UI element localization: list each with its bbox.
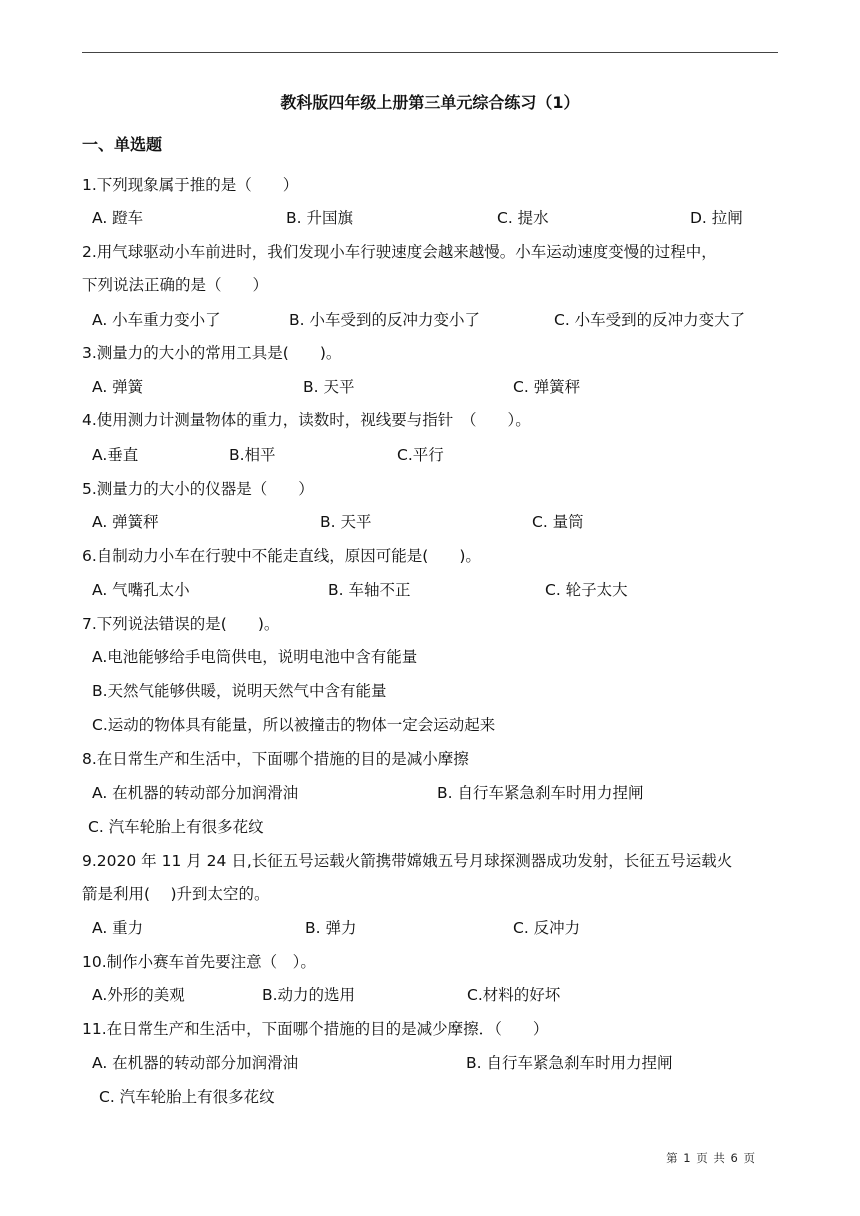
question-8-option-c[interactable]: C. 汽车轮胎上有很多花纹 (88, 818, 264, 836)
question-9-stem-line-2: 箭是利用( )升到太空的。 (82, 885, 270, 903)
question-10-option-b[interactable]: B.动力的选用 (262, 986, 356, 1004)
question-4-option-c[interactable]: C.平行 (397, 446, 444, 464)
question-2-option-b[interactable]: B. 小车受到的反冲力变小了 (289, 311, 480, 329)
question-1-option-c[interactable]: C. 提水 (497, 209, 549, 227)
question-3-option-c[interactable]: C. 弹簧秤 (513, 378, 581, 396)
question-9-option-b[interactable]: B. 弹力 (305, 919, 357, 937)
question-4-stem: 4.使用测力计测量物体的重力，读数时，视线要与指针 （ ）。 (82, 411, 531, 429)
question-7-option-c[interactable]: C.运动的物体具有能量，所以被撞击的物体一定会运动起来 (92, 716, 496, 734)
question-10-stem: 10.制作小赛车首先要注意（ ）。 (82, 953, 316, 971)
question-1-option-d[interactable]: D. 拉闸 (690, 209, 743, 227)
page-footer: 第 1 页 共 6 页 (666, 1151, 756, 1165)
question-4-option-a[interactable]: A.垂直 (92, 446, 139, 464)
question-11-stem: 11.在日常生产和生活中，下面哪个措施的目的是减少摩擦．（ ） (82, 1020, 549, 1038)
question-8-option-b[interactable]: B. 自行车紧急刹车时用力捏闸 (437, 784, 644, 802)
section-heading: 一、单选题 (82, 135, 163, 154)
question-3-stem: 3.测量力的大小的常用工具是( )。 (82, 344, 342, 362)
question-6-stem: 6.自制动力小车在行驶中不能走直线，原因可能是( )。 (82, 547, 481, 565)
question-5-option-b[interactable]: B. 天平 (320, 513, 372, 531)
question-1-stem: 1.下列现象属于推的是（ ） (82, 176, 299, 194)
question-3-option-a[interactable]: A. 弹簧 (92, 378, 144, 396)
header-rule (82, 52, 778, 53)
question-2-stem-line-1: 2.用气球驱动小车前进时，我们发现小车行驶速度会越来越慢。小车运动速度变慢的过程中， (82, 243, 717, 261)
question-5-option-c[interactable]: C. 量筒 (532, 513, 584, 531)
question-2-stem-line-2: 下列说法正确的是（ ） (82, 276, 269, 294)
question-2-option-c[interactable]: C. 小车受到的反冲力变大了 (554, 311, 746, 329)
question-8-stem: 8.在日常生产和生活中，下面哪个措施的目的是减小摩擦 (82, 750, 469, 768)
question-11-option-a[interactable]: A. 在机器的转动部分加润滑油 (92, 1054, 299, 1072)
question-7-option-a[interactable]: A.电池能够给手电筒供电，说明电池中含有能量 (92, 648, 418, 666)
question-8-option-a[interactable]: A. 在机器的转动部分加润滑油 (92, 784, 299, 802)
question-1-option-a[interactable]: A. 蹬车 (92, 209, 144, 227)
document-title: 教科版四年级上册第三单元综合练习（1） (280, 93, 580, 112)
question-7-stem: 7.下列说法错误的是( )。 (82, 615, 280, 633)
question-9-option-c[interactable]: C. 反冲力 (513, 919, 581, 937)
question-5-option-a[interactable]: A. 弹簧秤 (92, 513, 159, 531)
question-6-option-a[interactable]: A. 气嘴孔太小 (92, 581, 190, 599)
question-3-option-b[interactable]: B. 天平 (303, 378, 355, 396)
question-1-option-b[interactable]: B. 升国旗 (286, 209, 353, 227)
question-10-option-c[interactable]: C.材料的好坏 (467, 986, 561, 1004)
question-6-option-b[interactable]: B. 车轴不正 (328, 581, 411, 599)
question-9-stem-line-1: 9.2020 年 11 月 24 日,长征五号运载火箭携带嫦娥五号月球探测器成功发射，长征五号运载火 (82, 852, 733, 870)
question-11-option-b[interactable]: B. 自行车紧急刹车时用力捏闸 (466, 1054, 673, 1072)
question-11-option-c[interactable]: C. 汽车轮胎上有很多花纹 (99, 1088, 275, 1106)
question-10-option-a[interactable]: A.外形的美观 (92, 986, 185, 1004)
question-2-option-a[interactable]: A. 小车重力变小了 (92, 311, 221, 329)
question-7-option-b[interactable]: B.天然气能够供暖，说明天然气中含有能量 (92, 682, 387, 700)
question-6-option-c[interactable]: C. 轮子太大 (545, 581, 628, 599)
question-5-stem: 5.测量力的大小的仪器是（ ） (82, 480, 314, 498)
question-9-option-a[interactable]: A. 重力 (92, 919, 144, 937)
question-4-option-b[interactable]: B.相平 (229, 446, 276, 464)
